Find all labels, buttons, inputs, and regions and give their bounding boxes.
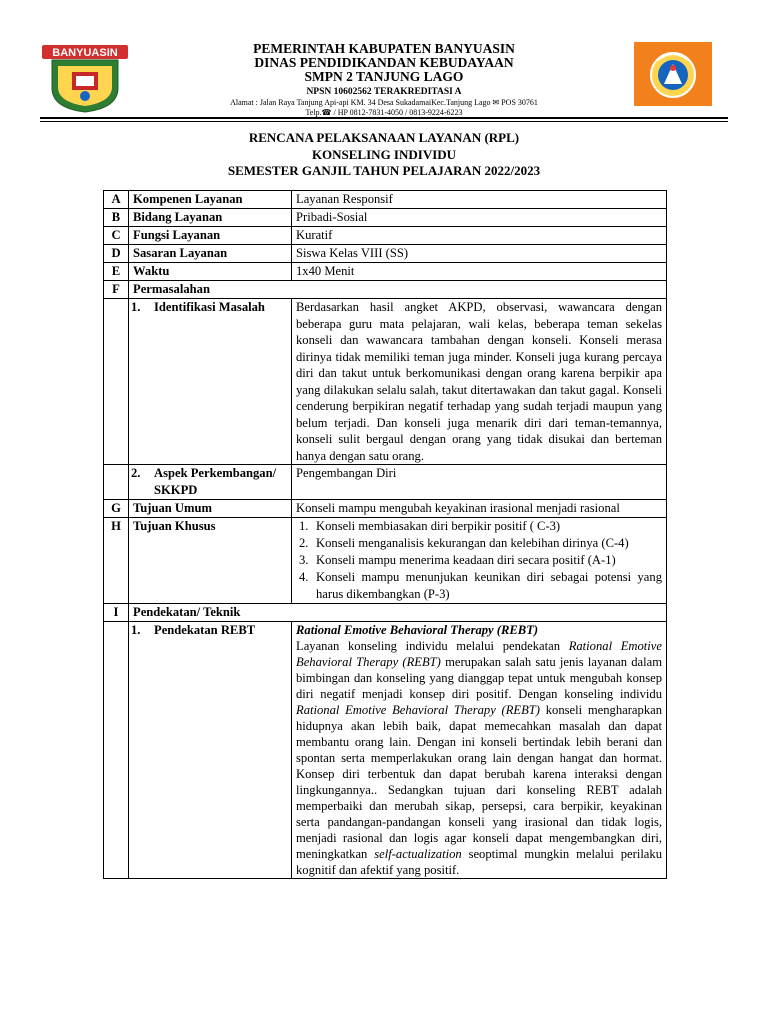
letterhead bbox=[150, 42, 618, 117]
banyuasin-logo bbox=[40, 42, 130, 114]
phone: Telp.☎ / HP 0812-7831-4050 / 0813-9224-6223 bbox=[305, 107, 463, 117]
list-item: 4. Konseli mampu menunjukan keunikan diri sebagai potensi yang harus dikembangkan (P-3) bbox=[299, 570, 662, 601]
table-row: H Tujuan Khusus 1. Konseli membiasakan diri berpikir positif ( C-3) 2. Konseli menganalisis kekurangan dan kelebihan dirinya (C-4) 3. Konseli mampu menerima keadaan diri secara positif (A-1) 4. Konseli mampu menunjukan keunikan diri sebagai potensi yang harus dikembangkan (P-3) bbox=[104, 518, 667, 604]
table-row: I Pendekatan/ Teknik bbox=[104, 604, 667, 622]
table-row: 1. Pendekatan REBT Rational Emotive Behavioral Therapy (REBT) Layanan konseling individu melalui pendekatan Rational Emotive Behavioral Therapy (REBT) merupakan salah satu jenis layanan dalam bimbingan dan konseling yang dianggap tepat untuk mengubah konsep diri negatif menjadi konsep diri positif. Dengan konseling individu Rational Emotive Behavioral Therapy (REBT) konseli mengharapkan hidupnya akan lebih baik, dapat memecahkan masalah dan dapat membantu orang lain. Dengan ini konseli bertindak lebih berani dan spontan serta memperlakukan orang lain dengan hangat dan hormat. Konsep diri terbentuk dan dapat berubah karena interaksi dengan lingkungannya.. Sedangkan tujuan dari konseling REBT adalah memperbaiki dan merubah sikap, persepsi, cara berpikir, keyakinan serta pandangan-pandangan konseli yang irasional dan tidak logis, menjadi rasional dan logis agar konseli dapat mengembangkan diri, meningkatkan self-actualization seoptimal mungkin melalui perilaku kognitif dan afektif yang positif. bbox=[104, 622, 667, 879]
header-rule bbox=[40, 117, 728, 119]
school-name: SMPN 2 TANJUNG LAGO bbox=[304, 69, 464, 84]
table-row: F Permasalahan bbox=[104, 281, 667, 299]
tut-wuri-handayani-logo bbox=[634, 42, 712, 106]
document-title: RENCANA PELAKSANAAN LAYANAN (RPL) KONSELING INDIVIDU SEMESTER GANJIL TAHUN PELAJARAN 2022/2023 bbox=[227, 130, 541, 178]
list-item: 3. Konseli mampu menerima keadaan diri secara positif (A-1) bbox=[299, 553, 616, 567]
list-item: 2. Konseli menganalisis kekurangan dan kelebihan dirinya (C-4) bbox=[299, 536, 629, 550]
svg-text:BANYUASIN: BANYUASIN bbox=[52, 47, 118, 59]
table-row: 1. Identifikasi Masalah Berdasarkan hasil angket AKPD, observasi, wawancara dengan beberapa guru mata pelajaran, wali kelas, beberapa teman sekelas konseli dan wawancara tambahan dengan konseli. Konseli merasa dirinya tidak memiliki teman juga minder. Konseli juga kurang percaya diri dan takut untuk berkomunikasi dengan orang karena berpikir apa yang dilakukan selalu salah, takut ditertawakan dan takut gagal. Konseli cenderung berpikiran negatif terhadap yang sudah terjadi maupun yang belum terjadi. Dan konseli juga menarik diri dari teman-temannya, konseli sulit bergaul dengan orang yang tidak disukai dan berteman hanya dengan satu orang. bbox=[104, 299, 667, 465]
table-row: E Waktu 1x40 Menit bbox=[104, 263, 667, 281]
rebt-approach: Rational Emotive Behavioral Therapy (REBT) Layanan konseling individu melalui pendekatan Rational Emotive Behavioral Therapy (REBT) merupakan salah satu jenis layanan dalam bimbingan dan konseling yang dianggap tepat untuk mengubah konsep diri negatif menjadi konsep diri positif. Dengan konseling individu Rational Emotive Behavioral Therapy (REBT) konseli mengharapkan hidupnya akan lebih baik, dapat memecahkan masalah dan dapat membantu orang lain. Dengan ini konseli bertindak lebih berani dan spontan serta memperlakukan orang lain dengan hangat dan hormat. Konsep diri terbentuk dan dapat berubah karena interaksi dengan lingkungannya.. Sedangkan tujuan dari konseling REBT adalah memperbaiki dan merubah sikap, persepsi, cara berpikir, keyakinan serta pandangan-pandangan konseli yang irasional dan tidak logis, menjadi rasional dan logis agar konseli dapat mengembangkan diri, meningkatkan self-actualization seoptimal mungkin melalui perilaku kognitif dan afektif yang positif. bbox=[292, 622, 667, 879]
table-row: 2. Aspek Perkembangan/ SKKPD Pengembangan Diri bbox=[104, 465, 667, 500]
address: Alamat : Jalan Raya Tanjung Api-api KM. 34 Desa SukadamaiKec.Tanjung Lago ✉ POS 30761 bbox=[230, 98, 538, 107]
table-row: C Fungsi Layanan Kuratif bbox=[104, 227, 667, 245]
problem-identification: Berdasarkan hasil angket AKPD, observasi, wawancara dengan beberapa guru mata pelajaran, wali kelas, beberapa teman sekelas konseli dan wawancara tambahan dengan konseli. Konseli merasa dirinya tidak memiliki teman juga minder. Konseli juga kurang percaya diri dan takut untuk berkomunikasi dengan orang karena berpikir apa yang dilakukan selalu salah, takut ditertawakan dan takut gagal. Konseli cenderung berpikiran negatif terhadap yang sudah terjadi maupun yang belum terjadi. Dan konseli juga menarik diri dari teman-temannya, konseli sulit bergaul dengan orang yang tidak disukai dan berteman hanya dengan satu orang. bbox=[292, 299, 667, 465]
table-row: A Kompenen Layanan Layanan Responsif bbox=[104, 191, 667, 209]
agency-name: DINAS PENDIDIKANDAN KEBUDAYAAN bbox=[254, 55, 514, 70]
list-item: 1. Konseli membiasakan diri berpikir positif ( C-3) bbox=[299, 519, 561, 533]
table-row: B Bidang Layanan Pribadi-Sosial bbox=[104, 209, 667, 227]
table-row: G Tujuan Umum Konseli mampu mengubah keyakinan irasional menjadi rasional bbox=[104, 500, 667, 518]
rpl-table bbox=[103, 190, 667, 879]
npsn: NPSN 10602562 TERAKREDITASI A bbox=[306, 87, 462, 97]
table-row: D Sasaran Layanan Siswa Kelas VIII (SS) bbox=[104, 245, 667, 263]
specific-goals-list bbox=[296, 518, 662, 603]
header-rule-thin bbox=[40, 121, 728, 122]
gov-name: PEMERINTAH KABUPATEN BANYUASIN bbox=[253, 41, 515, 56]
